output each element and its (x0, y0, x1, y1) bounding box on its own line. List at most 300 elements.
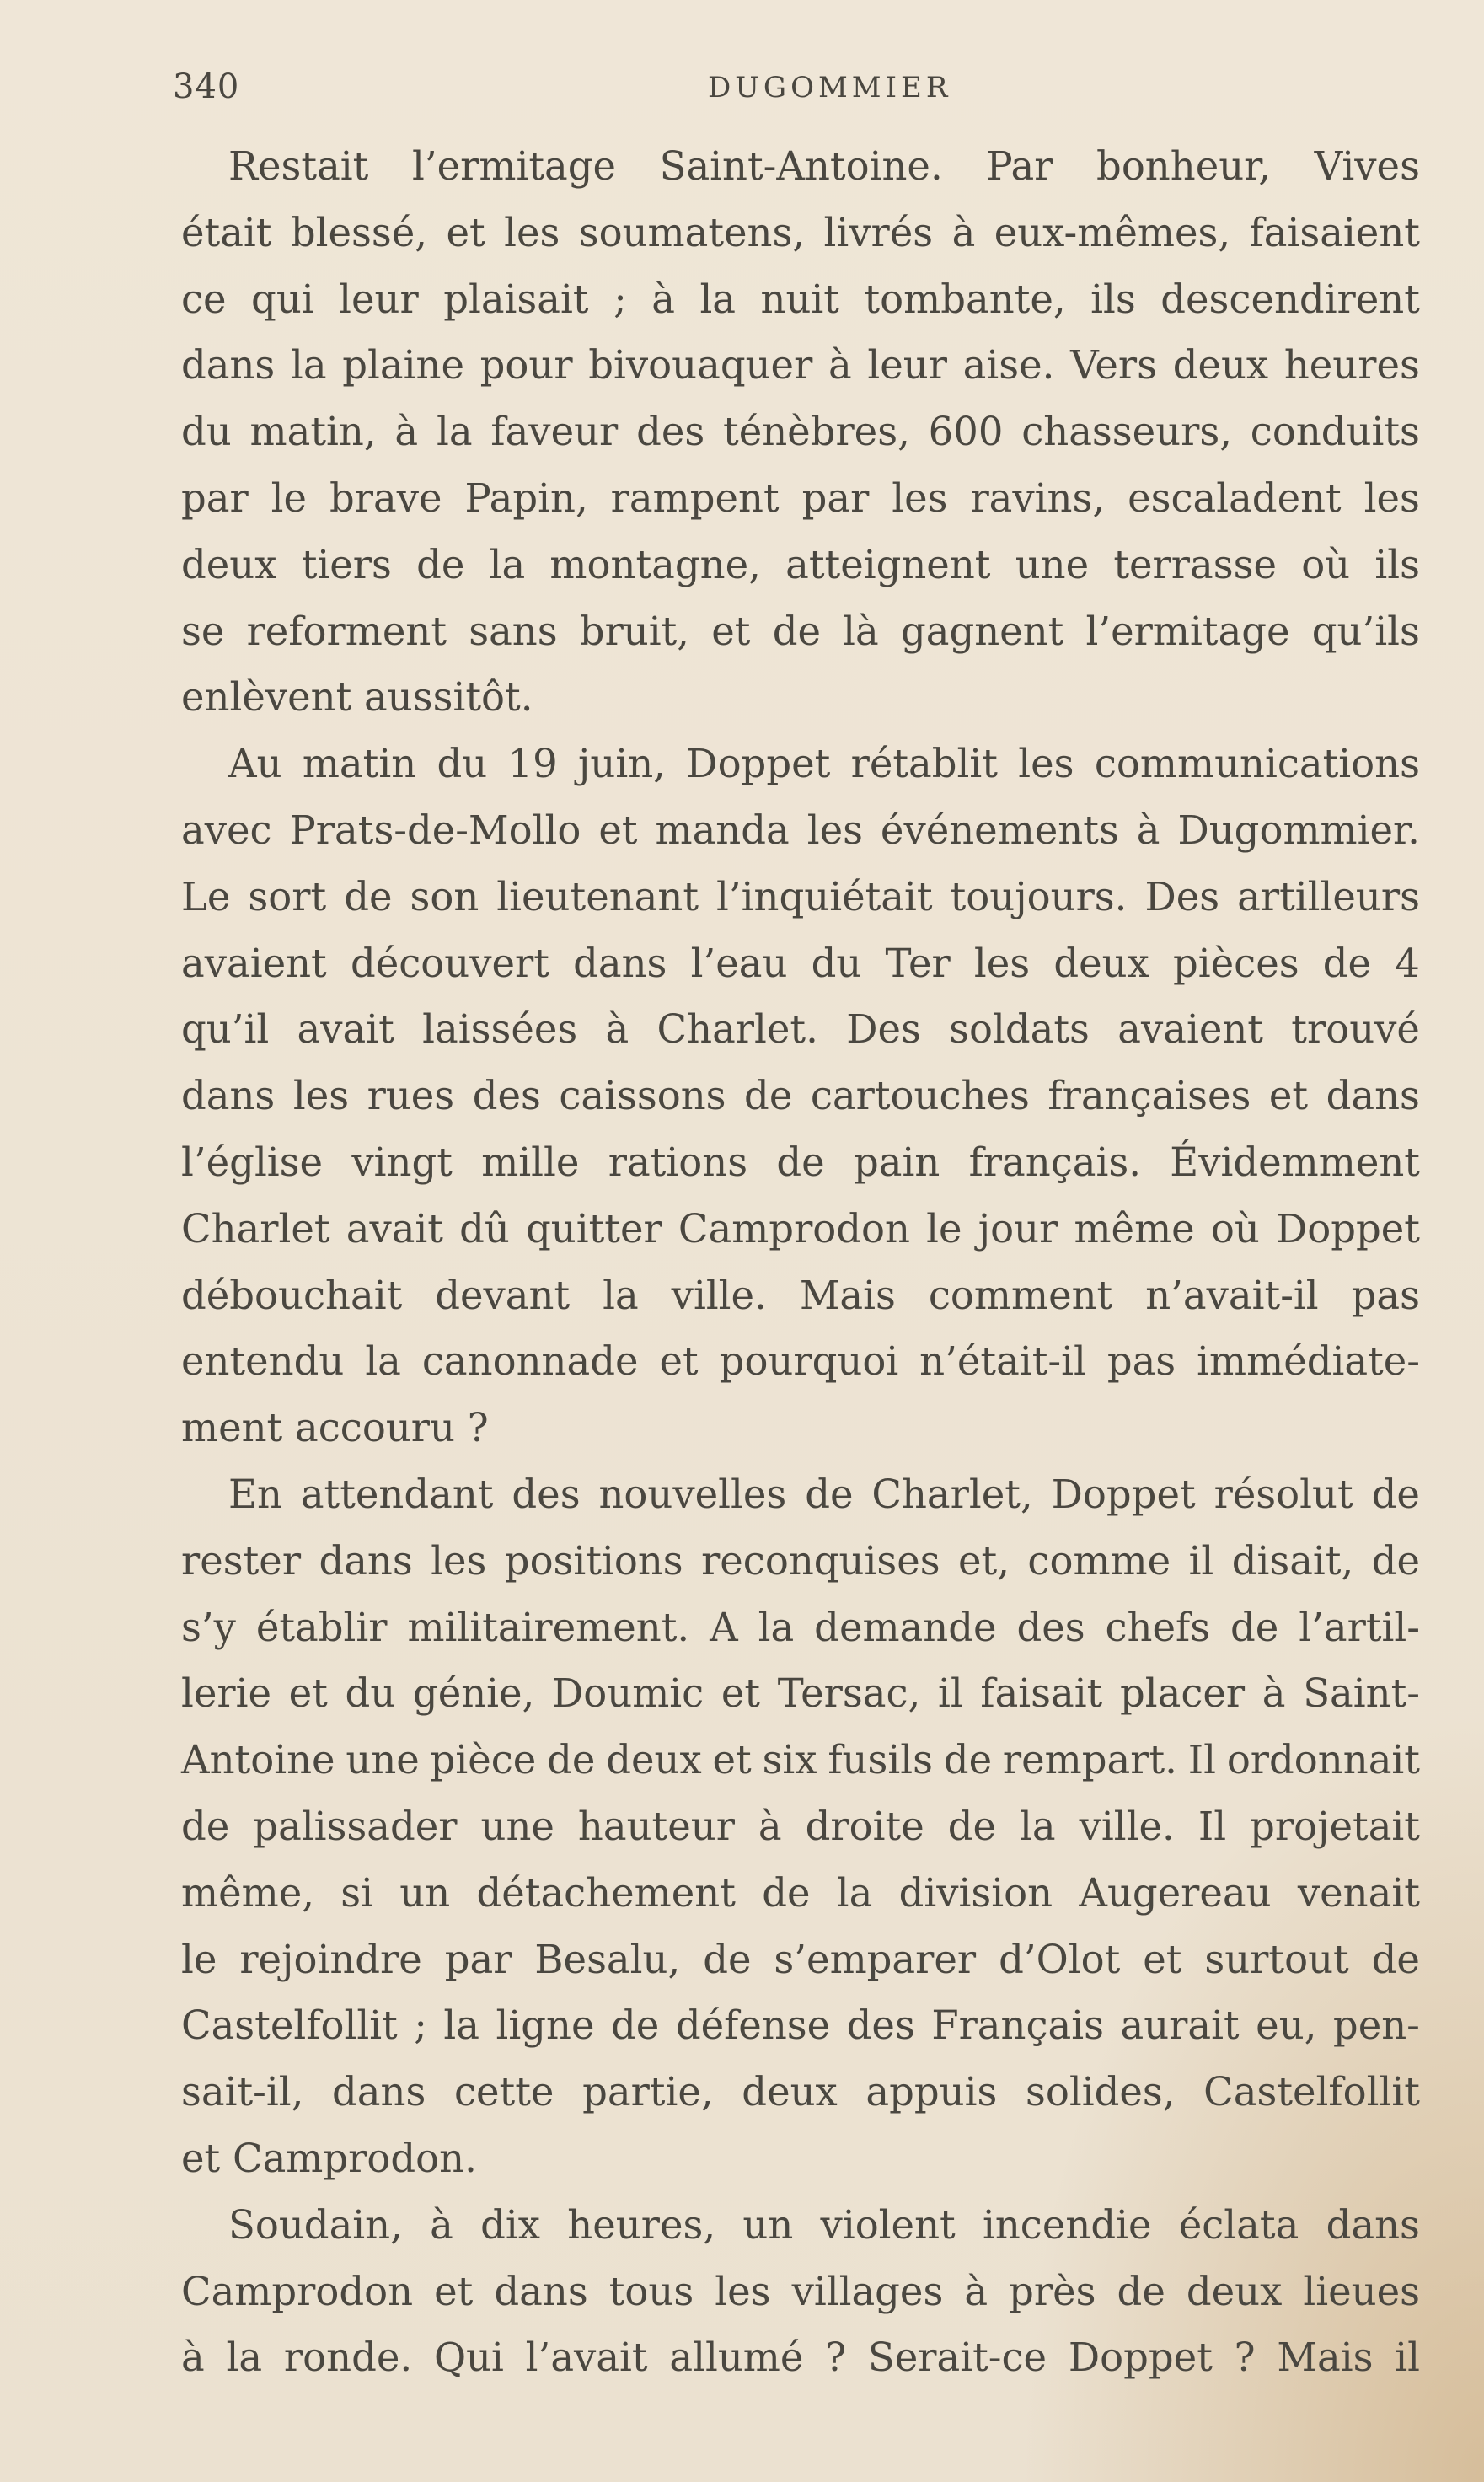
word: hauteur (577, 1803, 735, 1849)
word: immédiate- (1197, 1338, 1420, 1385)
word: militairement. (407, 1604, 690, 1650)
text-line (181, 465, 1420, 532)
word: plaisait (443, 276, 589, 322)
word: Doppet (686, 741, 831, 787)
word: eux-mêmes, (994, 209, 1231, 255)
text-line: ment accouru ? (181, 1405, 489, 1451)
word: positions (504, 1537, 683, 1584)
word: la (290, 342, 327, 389)
word: Doppet (1068, 2335, 1213, 2381)
word: avaient (181, 940, 327, 986)
word: de (611, 2002, 660, 2049)
word: où (1301, 541, 1351, 587)
word: du (437, 741, 488, 787)
word: tiers (301, 541, 392, 587)
text-line (181, 797, 1420, 864)
word: un (399, 1869, 451, 1916)
text-line (181, 1262, 1420, 1329)
word: n’avait-il (1145, 1272, 1319, 1318)
word: communications (1094, 741, 1420, 787)
word: escaladent (1128, 474, 1342, 521)
word: leur (339, 276, 419, 322)
word: vingt (351, 1139, 453, 1185)
word: dans (494, 2268, 588, 2314)
word: il (1188, 1537, 1214, 1584)
word: de (947, 1803, 997, 1849)
word: deux (606, 1737, 702, 1783)
word: Castelfollit (181, 2002, 398, 2049)
word: de (805, 1471, 854, 1517)
word: venait (1297, 1869, 1420, 1916)
word: rations (608, 1139, 748, 1185)
word: l’église (181, 1139, 324, 1185)
word: qu’ils (1311, 608, 1420, 654)
word: les (806, 807, 863, 853)
word: et (721, 1670, 761, 1717)
word: Soudain, (228, 2201, 403, 2248)
word: Charlet. (656, 1006, 818, 1053)
word: la (758, 1604, 795, 1650)
word: tous (608, 2268, 694, 2314)
word: dans (1326, 1073, 1420, 1119)
word: Serait-ce (867, 2335, 1047, 2381)
word: ils (1090, 276, 1136, 322)
text-line (181, 598, 1420, 665)
word: nuit (760, 276, 839, 322)
word: Il (1197, 1803, 1227, 1849)
word: l’artil- (1299, 1604, 1420, 1650)
word: Ter (885, 940, 951, 986)
word: et (446, 209, 485, 255)
word: A (710, 1604, 738, 1650)
word: détachement (476, 1869, 736, 1916)
text-line: et Camprodon. (181, 2135, 477, 2181)
text-line (181, 2259, 1420, 2325)
text-line (181, 864, 1420, 930)
word: un (742, 2201, 794, 2248)
word: françaises (1047, 1073, 1251, 1119)
word: une (480, 1803, 554, 1849)
word: à (828, 342, 852, 389)
word: manda (655, 807, 790, 853)
word: droite (805, 1803, 924, 1849)
word: descendirent (1160, 276, 1420, 322)
word: Saint- (1303, 1670, 1420, 1717)
word: dix (480, 2201, 541, 2248)
word: de (344, 873, 393, 919)
word: et (711, 608, 751, 654)
word: bonheur, (1096, 143, 1272, 189)
text-line (181, 930, 1420, 997)
word: juin, (578, 741, 666, 787)
word: et (288, 1670, 328, 1717)
word: la (489, 541, 526, 587)
word: deux (1186, 2268, 1283, 2314)
word: rues (367, 1073, 455, 1119)
word: les (1018, 741, 1074, 787)
text-line (181, 1860, 1420, 1927)
word: dans (573, 940, 667, 986)
word: Charlet (181, 1205, 330, 1252)
word: découvert (350, 940, 549, 986)
word: défense (675, 2002, 831, 2049)
text-line (181, 1129, 1420, 1196)
word: les (504, 209, 560, 255)
word: violent (820, 2201, 956, 2248)
word: le (271, 474, 308, 521)
word: Vers (1070, 342, 1158, 389)
word: Antoine (181, 1737, 335, 1783)
word: rétablit (850, 741, 998, 787)
word: Doumic (551, 1670, 704, 1717)
text-line (181, 1196, 1420, 1262)
text-line (181, 266, 1420, 333)
word: et (712, 1737, 752, 1783)
word: attendant (300, 1471, 494, 1517)
text-line (181, 1328, 1420, 1395)
word: reconquises (701, 1537, 940, 1584)
word: Saint-Antoine. (659, 143, 943, 189)
word: à (964, 2268, 988, 2314)
word: ? (825, 2335, 847, 2381)
word: à (394, 409, 419, 455)
word: de (703, 1936, 752, 1982)
word: Papin, (464, 474, 588, 521)
word: les (1363, 474, 1420, 521)
word: dans (181, 342, 276, 389)
word: Vives (1314, 143, 1420, 189)
word: à (951, 209, 976, 255)
word: qu’il (181, 1006, 270, 1053)
word: fusils (828, 1737, 933, 1783)
word: ligne (496, 2002, 595, 2049)
word: reforment (246, 608, 447, 654)
word: Charlet, (871, 1471, 1033, 1517)
word: cartouches (810, 1073, 1030, 1119)
word: soldats (949, 1006, 1090, 1053)
word: trouvé (1291, 1006, 1420, 1053)
word: était (181, 209, 272, 255)
word: livrés (823, 209, 934, 255)
word: division (898, 1869, 1053, 1916)
word: établir (255, 1604, 388, 1650)
word: pourquoi (719, 1338, 899, 1385)
word: nouvelles (598, 1471, 787, 1517)
word: ? (1234, 2335, 1256, 2381)
word: heures, (567, 2201, 716, 2248)
running-title: DUGOMMIER (708, 71, 952, 105)
word: faisaient (1249, 209, 1420, 255)
word: événements (880, 807, 1119, 853)
word: rester (181, 1537, 302, 1584)
word: Mais (1277, 2335, 1374, 2381)
word: rejoindre (239, 1936, 422, 1982)
word: matin (302, 741, 417, 787)
word: quitter (526, 1205, 662, 1252)
word: de (1322, 940, 1372, 986)
word: l’avait (525, 2335, 648, 2381)
word: projetait (1250, 1803, 1420, 1849)
word: et, (958, 1537, 1010, 1584)
word: Dugommier. (1177, 807, 1420, 853)
word: de (1371, 1936, 1420, 1982)
word: éclata (1178, 2201, 1299, 2248)
word: comment (928, 1272, 1113, 1318)
word: deux (742, 2069, 838, 2115)
word: Des (846, 1006, 921, 1053)
word: deux (181, 541, 277, 587)
word: l’eau (690, 940, 788, 986)
word: blessé, (290, 209, 428, 255)
word: jour (978, 1205, 1058, 1252)
word: faisait (980, 1670, 1103, 1717)
word: tombante, (864, 276, 1066, 322)
word: français. (968, 1139, 1141, 1185)
word: de (943, 1737, 993, 1783)
word: Évidemment (1170, 1139, 1420, 1185)
word: à (181, 2335, 205, 2381)
word: des (1016, 1604, 1085, 1650)
word: avait (297, 1006, 394, 1053)
word: à (1136, 807, 1160, 853)
word: qui (251, 276, 314, 322)
word: de (1230, 1604, 1279, 1650)
word: à (1262, 1670, 1286, 1717)
word: 19 (507, 741, 558, 787)
word: là (843, 608, 879, 654)
word: Camprodon (678, 1205, 911, 1252)
word: partie, (582, 2069, 714, 2115)
word: six (762, 1737, 817, 1783)
word: par (181, 474, 249, 521)
text-line (181, 133, 1420, 200)
word: soumatens, (578, 209, 806, 255)
word: rempart. (1002, 1737, 1177, 1783)
word: et (434, 2268, 474, 2314)
word: et (1143, 1936, 1182, 1982)
word: chefs (1105, 1604, 1211, 1650)
word: En (228, 1471, 282, 1517)
word: sort (248, 873, 327, 919)
text-line (181, 332, 1420, 399)
word: cette (453, 2069, 554, 2115)
word: pen- (1332, 2002, 1420, 2049)
word: palissader (253, 1803, 458, 1849)
word: les (431, 1537, 487, 1584)
word: la (365, 1338, 401, 1385)
word: disait, (1231, 1537, 1354, 1584)
word: demande (814, 1604, 997, 1650)
word: montagne, (549, 541, 761, 587)
word: à (651, 276, 675, 322)
word: dans (319, 1537, 413, 1584)
word: placer (1119, 1670, 1246, 1717)
word: à (605, 1006, 629, 1053)
word: ravins, (970, 474, 1106, 521)
text-line (181, 1793, 1420, 1860)
word: de (772, 608, 821, 654)
word: résolut (1213, 1471, 1353, 1517)
text-line (181, 1528, 1420, 1595)
word: pour (479, 342, 573, 389)
word: ville. (671, 1272, 767, 1318)
word: laissées (422, 1006, 578, 1053)
word: à (758, 1803, 782, 1849)
word: Tersac, (777, 1670, 921, 1717)
word: l’ermitage (411, 143, 617, 189)
word: ronde. (283, 2335, 413, 2381)
body-text (181, 133, 1420, 2391)
word: terrasse (1113, 541, 1277, 587)
word: atteignent (785, 541, 991, 587)
word: aise. (962, 342, 1055, 389)
word: deux (1172, 342, 1269, 389)
word: entendu (181, 1338, 345, 1385)
text-line: enlèvent aussitôt. (181, 674, 533, 721)
word: pain (853, 1139, 940, 1185)
word: allumé (669, 2335, 804, 2381)
word: même (1074, 1205, 1195, 1252)
word: Qui (433, 2335, 504, 2381)
word: avaient (1117, 1006, 1263, 1053)
text-line (181, 996, 1420, 1063)
word: Des (1144, 873, 1220, 919)
word: rampent (610, 474, 780, 521)
word: de (744, 1073, 793, 1119)
word: plaine (342, 342, 464, 389)
word: brave (329, 474, 442, 521)
word: se (181, 608, 225, 654)
word: la (443, 2002, 480, 2049)
word: Doppet (1051, 1471, 1196, 1517)
word: et (659, 1338, 699, 1385)
text-line (181, 1063, 1420, 1129)
word: ville. (1079, 1803, 1175, 1849)
word: aurait (1120, 2002, 1240, 2049)
word: Mais (799, 1272, 896, 1318)
text-line (181, 399, 1420, 465)
word: du (181, 409, 232, 455)
word: villages (791, 2268, 944, 2314)
word: les (292, 1073, 350, 1119)
word: de (547, 1737, 596, 1783)
word: Augereau (1079, 1869, 1272, 1916)
word: s’emparer (774, 1936, 977, 1982)
page-number: 340 (173, 67, 240, 106)
word: avec (181, 807, 272, 853)
word: devant (435, 1272, 571, 1318)
word: l’inquiétait (716, 873, 933, 919)
word: canonnade (421, 1338, 639, 1385)
word: lieutenant (496, 873, 699, 919)
word: du (811, 940, 862, 986)
word: de (762, 1869, 811, 1916)
word: son (410, 873, 479, 919)
running-head (173, 67, 1437, 118)
word: comme (1027, 1537, 1171, 1584)
word: débouchait (181, 1272, 403, 1318)
word: dû (459, 1205, 510, 1252)
word: pas (1106, 1338, 1176, 1385)
word: à (430, 2201, 453, 2248)
word: Au (228, 741, 282, 787)
word: si (340, 1869, 374, 1916)
word: pas (1351, 1272, 1420, 1318)
word: le (926, 1205, 962, 1252)
text-line (181, 1927, 1420, 1993)
word: de (416, 541, 465, 587)
word: lieues (1303, 2268, 1420, 2314)
word: pièce (430, 1737, 537, 1783)
word: la (1020, 1803, 1056, 1849)
word: toujours. (950, 873, 1128, 919)
word: 4 (1395, 940, 1420, 986)
word: Par (986, 143, 1053, 189)
word: heures (1283, 342, 1420, 389)
word: surtout (1204, 1936, 1349, 1982)
word: sait-il, (181, 2069, 304, 2115)
word: ordonnait (1226, 1737, 1420, 1783)
word: une (1015, 541, 1090, 587)
word: incendie (982, 2201, 1152, 2248)
text-line (181, 1595, 1420, 1661)
word: la (836, 1869, 873, 1916)
word: Besalu, (534, 1936, 681, 1982)
word: par (444, 1936, 512, 1982)
text-line (181, 2192, 1420, 2259)
word: la (699, 276, 737, 322)
word: Il (1187, 1737, 1216, 1783)
word: faveur (490, 409, 619, 455)
word: lerie (181, 1670, 272, 1717)
word: Restait (228, 143, 369, 189)
word: et (1268, 1073, 1309, 1119)
word: sans (469, 608, 558, 654)
word: de (776, 1139, 825, 1185)
word: de (1371, 1537, 1420, 1584)
word: 600 (928, 409, 1004, 455)
word: Le (181, 873, 231, 919)
word: de (1117, 2268, 1165, 2314)
word: dans (1326, 2201, 1420, 2248)
word: mille (481, 1139, 580, 1185)
word: génie, (412, 1670, 535, 1717)
word: Français (931, 2002, 1104, 2049)
word: les (715, 2268, 771, 2314)
word: artilleurs (1237, 873, 1420, 919)
word: la (603, 1272, 639, 1318)
word: bivouaquer (588, 342, 813, 389)
word: des (636, 409, 705, 455)
text-line (181, 1660, 1420, 1727)
text-line (181, 2324, 1420, 2391)
word: des (512, 1471, 581, 1517)
word: d’Olot (999, 1936, 1121, 1982)
word: dans (181, 1073, 276, 1119)
text-line (181, 1992, 1420, 2059)
word: près (1009, 2268, 1096, 2314)
word: il (1395, 2335, 1420, 2381)
word: Prats-de-Mollo (289, 807, 581, 853)
word: des (846, 2002, 915, 2049)
word: dans (332, 2069, 426, 2115)
word: de (181, 1803, 230, 1849)
word: caissons (559, 1073, 726, 1119)
word: il (937, 1670, 963, 1717)
text-line (181, 532, 1420, 598)
word: gagnent (900, 608, 1064, 654)
word: s’y (181, 1604, 236, 1650)
